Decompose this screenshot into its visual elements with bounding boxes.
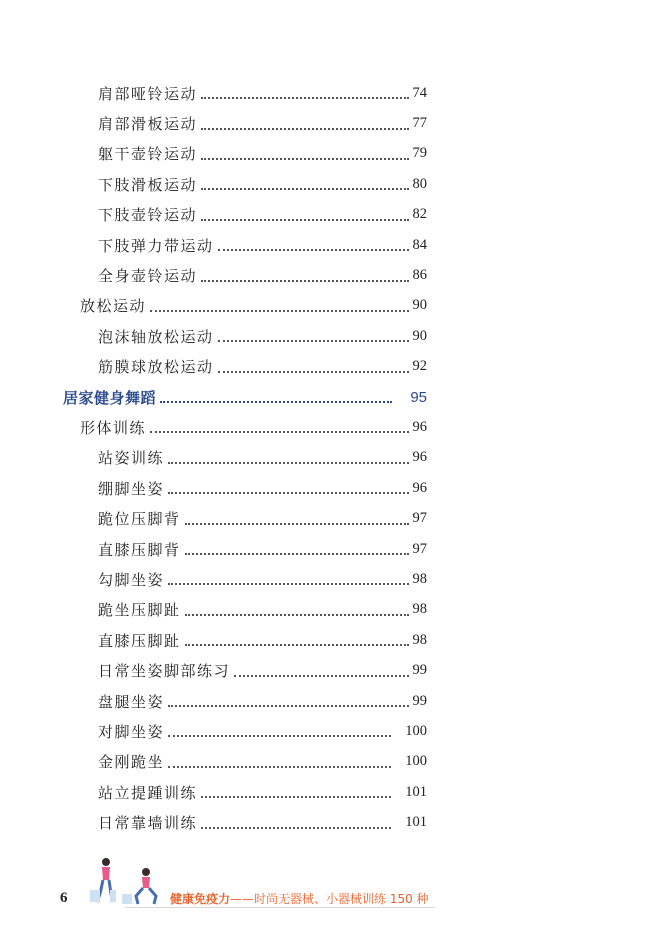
toc-subsection-entry[interactable]	[98, 139, 427, 169]
dot-leader	[201, 128, 408, 130]
toc-entry-title: 肩部哑铃运动	[98, 84, 198, 103]
toc-subsection-entry[interactable]	[98, 655, 427, 685]
footer-divider	[125, 907, 435, 908]
toc-entry-title: 日常坐姿脚部练习	[98, 662, 231, 681]
dot-leader	[185, 523, 409, 525]
dot-leader	[168, 735, 391, 737]
toc-subsection-entry[interactable]	[98, 777, 427, 807]
toc-entry-page: 86	[412, 267, 427, 284]
toc-subsection-entry[interactable]	[98, 686, 427, 716]
toc-entry-title: 泡沫轴放松运动	[98, 327, 214, 346]
toc-entry-title: 盘腿坐姿	[98, 692, 165, 711]
toc-entry-title: 直膝压脚趾	[98, 631, 181, 650]
toc-entry-title: 放松运动	[80, 297, 147, 316]
exercise-figures-illustration	[78, 850, 168, 910]
dot-leader	[160, 401, 392, 403]
dot-leader	[168, 705, 408, 707]
toc-entry-page: 84	[412, 236, 427, 253]
toc-section-entry[interactable]	[80, 291, 427, 321]
toc-subsection-entry[interactable]	[98, 200, 427, 230]
toc-section-entry[interactable]	[80, 412, 427, 442]
toc-subsection-entry[interactable]	[98, 108, 427, 138]
toc-entry-title: 直膝压脚背	[98, 540, 181, 559]
toc-subsection-entry[interactable]	[98, 625, 427, 655]
toc-entry-page: 92	[412, 358, 427, 375]
toc-entry-page: 77	[412, 115, 427, 132]
dot-leader	[218, 340, 409, 342]
toc-entry-title: 跪坐压脚趾	[98, 601, 181, 620]
dot-leader	[234, 675, 408, 677]
toc-entry-title: 筋膜球放松运动	[98, 358, 214, 377]
page-number: 6	[60, 890, 68, 906]
toc-entry-title: 居家健身舞蹈	[63, 389, 157, 407]
dot-leader	[150, 431, 408, 433]
toc-subsection-entry[interactable]	[98, 169, 427, 199]
toc-entry-page: 82	[412, 206, 427, 223]
toc-subsection-entry[interactable]	[98, 473, 427, 503]
toc-entry-title: 形体训练	[80, 418, 147, 437]
dot-leader	[201, 188, 408, 190]
toc-entry-title: 下肢滑板运动	[98, 175, 198, 194]
toc-entry-page: 96	[412, 479, 427, 496]
toc-subsection-entry[interactable]	[98, 352, 427, 382]
toc-chapter-entry[interactable]	[63, 382, 427, 412]
toc-entry-title: 站立提踵训练	[98, 783, 198, 802]
toc-entry-page: 100	[405, 722, 427, 739]
toc-entry-page: 90	[412, 327, 427, 344]
toc-entry-title: 站姿训练	[98, 449, 165, 468]
toc-entry-title: 对脚坐姿	[98, 722, 165, 741]
toc-subsection-entry[interactable]	[98, 595, 427, 625]
toc-entry-page: 99	[412, 692, 427, 709]
dot-leader	[185, 614, 409, 616]
toc-entry-page: 97	[412, 510, 427, 527]
toc-entry-page: 90	[412, 297, 427, 314]
dot-leader	[185, 553, 409, 555]
dot-leader	[185, 644, 409, 646]
table-of-contents	[0, 78, 670, 838]
toc-entry-page: 96	[412, 449, 427, 466]
toc-subsection-entry[interactable]	[98, 503, 427, 533]
toc-entry-page: 96	[412, 418, 427, 435]
toc-entry-page: 101	[405, 783, 427, 800]
dot-leader	[168, 583, 408, 585]
dot-leader	[201, 827, 391, 829]
toc-subsection-entry[interactable]	[98, 564, 427, 594]
toc-entry-title: 勾脚坐姿	[98, 570, 165, 589]
toc-entry-page: 98	[412, 570, 427, 587]
toc-entry-page: 79	[412, 145, 427, 162]
toc-subsection-entry[interactable]	[98, 260, 427, 290]
toc-entry-page: 98	[412, 601, 427, 618]
toc-entry-title: 躯干壶铃运动	[98, 145, 198, 164]
dot-leader	[168, 766, 391, 768]
dot-leader	[218, 249, 409, 251]
toc-subsection-entry[interactable]	[98, 807, 427, 837]
toc-entry-page: 98	[412, 631, 427, 648]
toc-entry-title: 金刚跪坐	[98, 753, 165, 772]
toc-subsection-entry[interactable]	[98, 78, 427, 108]
page-footer	[0, 850, 670, 910]
dot-leader	[168, 462, 408, 464]
dot-leader	[201, 97, 408, 99]
toc-entry-title: 日常靠墙训练	[98, 814, 198, 833]
toc-entry-page: 100	[405, 753, 427, 770]
toc-entry-title: 下肢壶铃运动	[98, 206, 198, 225]
book-subtitle: ——时尚无器械、小器械训练 150 种	[230, 892, 429, 906]
toc-entry-page: 80	[412, 175, 427, 192]
dot-leader	[168, 492, 408, 494]
toc-entry-title: 跪位压脚背	[98, 510, 181, 529]
toc-entry-page: 99	[412, 662, 427, 679]
toc-entry-page: 97	[412, 540, 427, 557]
toc-entry-title: 肩部滑板运动	[98, 115, 198, 134]
dot-leader	[201, 158, 408, 160]
dot-leader	[201, 280, 408, 282]
dot-leader	[218, 371, 409, 373]
toc-subsection-entry[interactable]	[98, 534, 427, 564]
toc-entry-page: 95	[410, 388, 427, 406]
toc-subsection-entry[interactable]	[98, 747, 427, 777]
toc-subsection-entry[interactable]	[98, 321, 427, 351]
toc-entry-title: 全身壶铃运动	[98, 267, 198, 286]
book-title: 健康免疫力	[170, 892, 231, 906]
toc-entry-title: 绷脚坐姿	[98, 479, 165, 498]
dot-leader	[201, 796, 391, 798]
toc-entry-page: 101	[405, 814, 427, 831]
dot-leader	[150, 310, 408, 312]
toc-entry-title: 下肢弹力带运动	[98, 236, 214, 255]
toc-subsection-entry[interactable]	[98, 716, 427, 746]
dot-leader	[201, 219, 408, 221]
toc-subsection-entry[interactable]	[98, 443, 427, 473]
toc-subsection-entry[interactable]	[98, 230, 427, 260]
book-title-footer	[170, 890, 429, 907]
toc-entry-page: 74	[412, 84, 427, 101]
